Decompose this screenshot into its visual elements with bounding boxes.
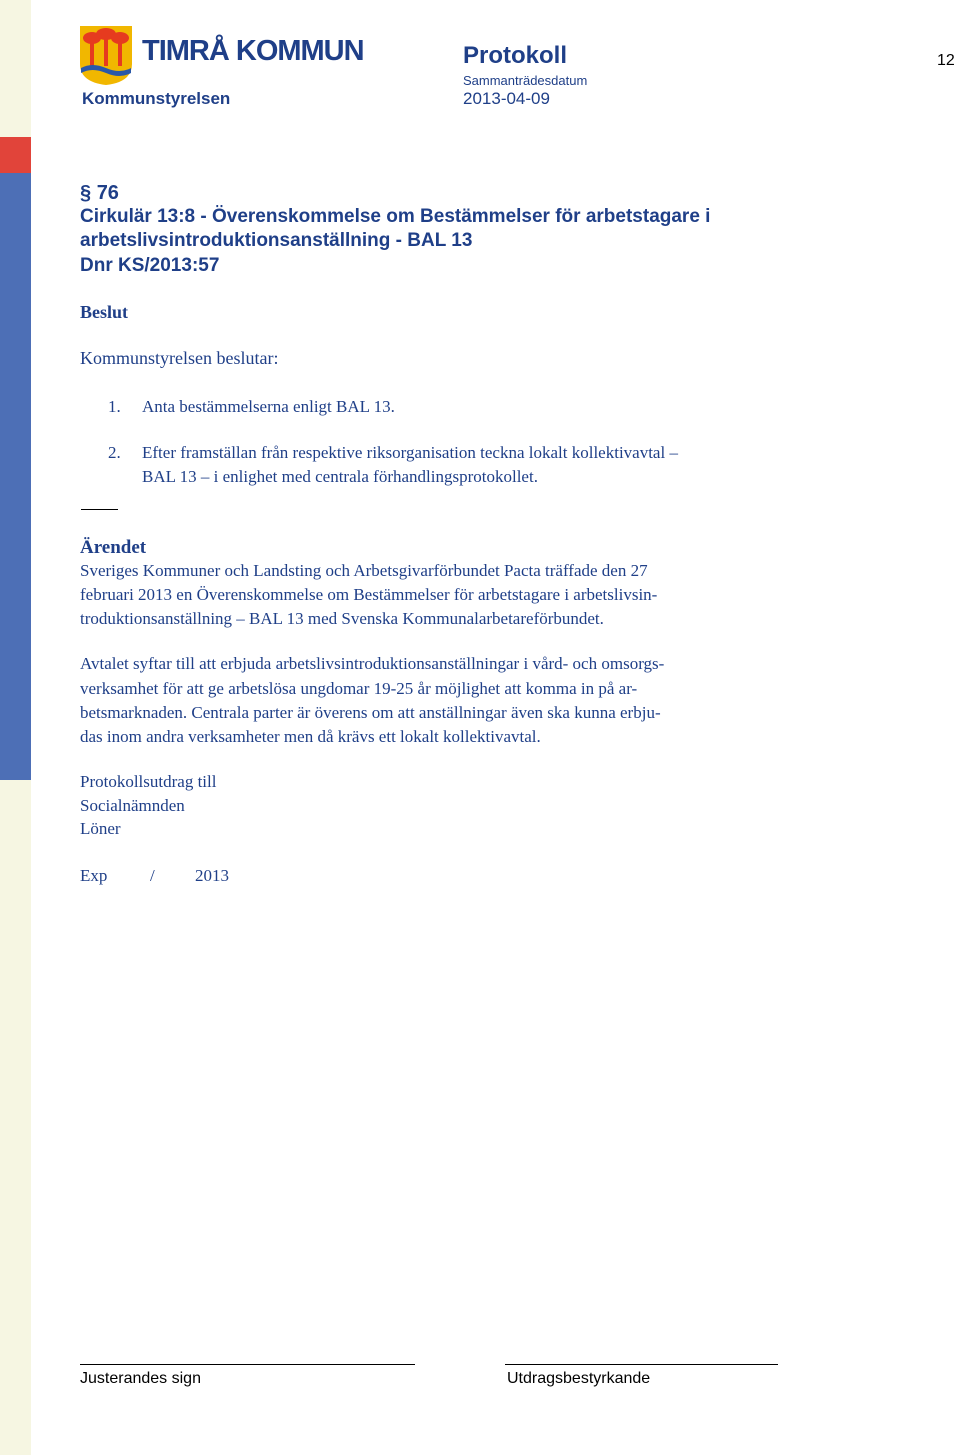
footer-certification: Utdragsbestyrkande [507,1370,651,1387]
organization-name: Kommunstyrelsen [82,89,231,108]
sidebar-bottom-strip [0,780,31,1455]
expedition-label: Exp [80,866,108,885]
section-title-line-2: arbetslivsintroduktionsanställning - BAL 13 [80,230,473,251]
section-symbol: § [80,182,92,204]
distribution-recipient: Löner [80,819,121,838]
section-number-value: 76 [96,182,119,204]
paragraph-line: das inom andra verksamheter men då krävs ett lokalt kollektivavtal. [80,727,541,746]
decision-item-number: 2. [108,443,121,462]
brand-name: TIMRÅ KOMMUN [142,35,364,67]
decision-heading: Beslut [80,302,129,322]
paragraph-line: troduktionsanställning – BAL 13 med Svenska Kommunalarbetareförbundet. [80,609,604,628]
meeting-date: 2013-04-09 [463,89,550,108]
paragraph-line: februari 2013 en Överenskommelse om Bestämmelser för arbetstagare i arbetslivsin- [80,585,658,604]
case-number: Dnr KS/2013:57 [80,255,220,276]
expedition-year: 2013 [195,866,229,885]
decision-item-text: Efter framställan från respektive riksorganisation teckna lokalt kollektivavtal – [142,443,678,462]
expedition-slash: / [150,866,155,885]
sidebar-red-strip [0,137,31,173]
municipality-logo-icon [78,24,134,86]
decision-item-text: Anta bestämmelserna enligt BAL 13. [142,397,395,416]
paragraph-line: Avtalet syftar till att erbjuda arbetslivsintroduktionsanställningar i vård- och omsorgs- [80,654,665,673]
document-title: Protokoll [463,42,568,69]
paragraph-line: verksamhet för att ge arbetslösa ungdomar 19-25 år möjlighet att komma in på ar- [80,679,638,698]
date-label: Sammanträdesdatum [463,73,588,88]
distribution-heading: Protokollsutdrag till [80,772,217,791]
signature-line-right [505,1364,778,1365]
decision-intro: Kommunstyrelsen beslutar: [80,348,279,368]
distribution-recipient: Socialnämnden [80,796,185,815]
sidebar-top-strip [0,0,31,137]
footer-justering: Justerandes sign [80,1370,201,1387]
section-number [80,182,119,205]
paragraph-line: Sveriges Kommuner och Landsting och Arbetsgivarförbundet Pacta träffade den 27 [80,561,648,580]
section-title-line-1: Cirkulär 13:8 - Överenskommelse om Bestämmelser för arbetstagare i [80,206,711,227]
sidebar-blue-strip [0,173,31,780]
matter-heading: Ärendet [80,537,147,558]
separator-line [81,509,118,510]
decision-item-number: 1. [108,397,121,416]
paragraph-line: betsmarknaden. Centrala parter är överens om att anställningar även ska kunna erbju- [80,703,661,722]
decision-item-text: BAL 13 – i enlighet med centrala förhandlingsprotokollet. [142,467,538,486]
page-number: 12 [937,52,955,69]
signature-line-left [80,1364,415,1365]
